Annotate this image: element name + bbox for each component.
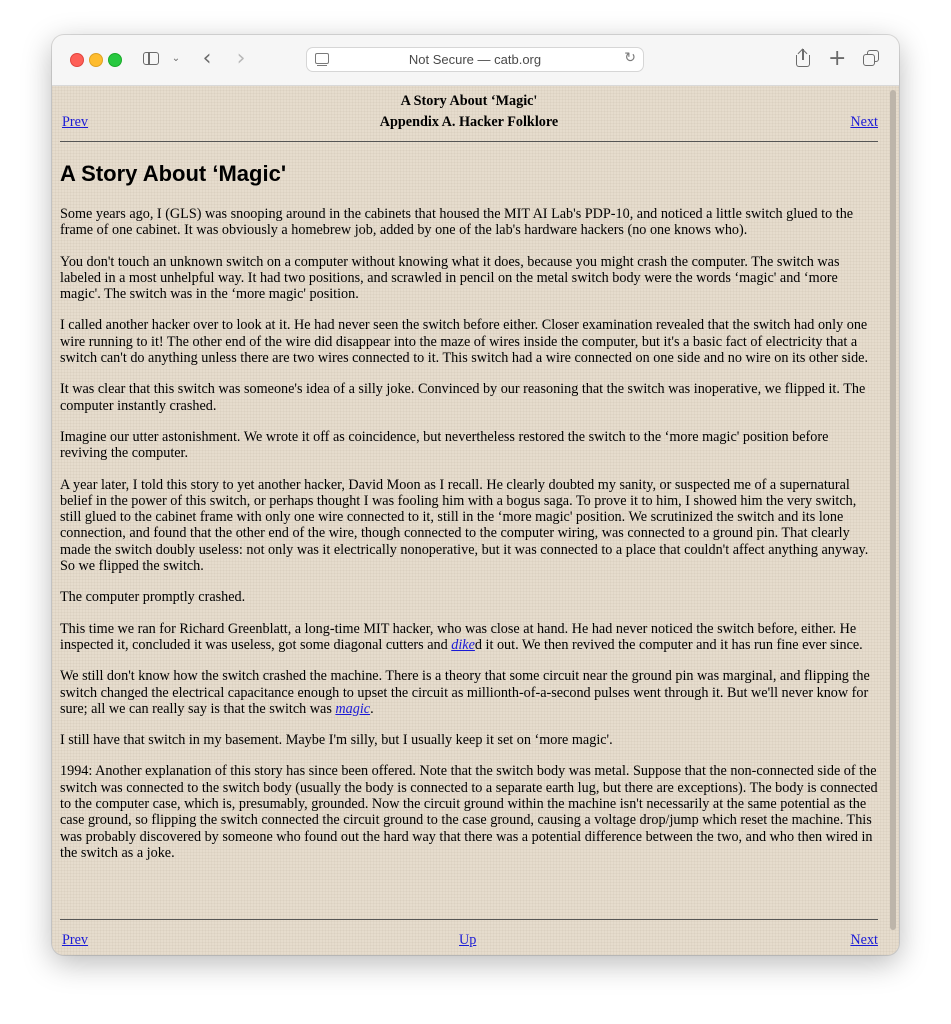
paragraph: You don't touch an unknown switch on a computer without knowing what it does, because you might crash the computer. The switch was labeled in a most unhelpful way. It had two positions, and scrawled in pencil on the metal switch body were the words ‘magic' and ‘more magic'. The switch was in the ‘more magic' position. xyxy=(60,253,840,303)
header-divider xyxy=(60,141,878,142)
footer-divider xyxy=(60,919,878,920)
paragraph: I called another hacker over to look at it. He had never seen the switch before either. Closer examination revealed that the switch had only one wire running to it! The other end of the wire did disappear into the maze of wires inside the computer, but it's a basic fact of electricity that a switch can't do anything unless there are two wires connected to it. This switch had a wire connected on one side and no wire on its other side. xyxy=(60,317,869,367)
footer-next-link[interactable]: Next xyxy=(850,932,878,948)
nav-header-subtitle: Appendix A. Hacker Folklore xyxy=(379,114,559,130)
scrollbar[interactable] xyxy=(890,90,896,930)
chevron-down-icon[interactable]: ⌄ xyxy=(171,53,181,64)
paragraph: Some years ago, I (GLS) was snooping around in the cabinets that housed the MIT AI Lab's PDP-10, and noticed a little switch glued to the frame of one cabinet. It was obviously a homebrew job, added by one of the lab's hardware hackers (no one knows who). xyxy=(60,206,854,239)
back-icon[interactable]: ‹ xyxy=(202,46,212,71)
paragraph: A year later, I told this story to yet another hacker, David Moon as I recall. He clearly doubted my sanity, or suspected me of a supernatural belief in the power of this switch, or perhaps thought I was fooling him with a bogus saga. To prove it to him, I showed him the very switch, still glued to the cabinet frame with only one wire connected to it, still in the ‘more magic' position. We scrutinized the switch and its lone connection, and found that the other end of the wire, though connected to the computer wiring, was connected to a ground pin. That clearly made the switch doubly useless: not only was it electrically nonoperative, but it was connected to a place that couldn't affect anything anyway. So we flipped the switch. xyxy=(60,476,869,575)
browser-window xyxy=(52,35,899,955)
paragraph: We still don't know how the switch crashed the machine. There is a theory that some circuit near the ground pin was marginal, and flipping the switch changed the electrical capacitance enough to upset the circuit as millionth-of-a-second pulses went through it. But we'll never know for sure; all we can really say is that the switch was magic. xyxy=(60,668,870,717)
url-text[interactable]: Not Secure — catb.org xyxy=(408,52,542,67)
nav-header-title: A Story About ‘Magic' xyxy=(400,93,538,109)
zoom-window-button[interactable] xyxy=(108,53,122,67)
paragraph: I still have that switch in my basement. Maybe I'm silly, but I usually keep it set on ‘more magic'. xyxy=(60,732,613,749)
paragraph: The computer promptly crashed. xyxy=(60,589,246,606)
nav-next-link[interactable]: Next xyxy=(850,114,878,130)
tab-overview-icon[interactable] xyxy=(863,49,881,69)
nav-prev-link[interactable]: Prev xyxy=(62,114,89,130)
magic-link[interactable]: magic xyxy=(335,700,371,717)
paragraph: 1994: Another explanation of this story has since been offered. Note that the switch body was metal. Suppose that the non-connected side of the switch was connected to the switch body (usually the body is connected to a separate earth lug, but there are exceptions). The body is connected to the computer case, which is, presumably, grounded. Now the circuit ground within the machine isn't necessarily at the same potential as the case ground, so flipping the switch connected the circuit ground to the case ground, causing a voltage drop/jump which reset the machine. This was probably discovered by someone who found out the hard way that there was a potential difference between the two, and who then wired in the switch as a joke. xyxy=(60,763,878,861)
new-tab-icon[interactable]: + xyxy=(828,46,847,71)
sidebar-icon[interactable] xyxy=(142,49,162,69)
dike-link[interactable]: dike xyxy=(451,636,475,653)
footer-prev-link[interactable]: Prev xyxy=(62,932,89,948)
document xyxy=(60,86,878,948)
reload-icon[interactable]: ↻ xyxy=(624,50,636,66)
footer-up-link[interactable]: Up xyxy=(459,932,477,948)
browser-toolbar xyxy=(52,35,899,86)
page-title: A Story About ‘Magic' xyxy=(60,161,287,186)
share-icon[interactable] xyxy=(794,49,812,69)
forward-icon[interactable]: › xyxy=(236,46,246,71)
paragraph: Imagine our utter astonishment. We wrote it off as coincidence, but nevertheless restored the switch to the ‘more magic' position before reviving the computer. xyxy=(60,428,829,462)
paragraph: It was clear that this switch was someone's idea of a silly joke. Convinced by our reasoning that the switch was inoperative, we flipped it. The computer instantly crashed. xyxy=(60,381,866,414)
address-bar[interactable] xyxy=(306,47,644,72)
page-content xyxy=(52,86,899,955)
article-body xyxy=(60,206,878,876)
navigation-header xyxy=(60,86,878,142)
minimize-window-button[interactable] xyxy=(89,53,103,67)
close-window-button[interactable] xyxy=(70,53,84,67)
paragraph: This time we ran for Richard Greenblatt, a long-time MIT hacker, who was close at hand. He had never noticed the switch before, either. He inspected it, concluded it was useless, got some diagonal cutters and diked it out. We then revived the computer and it has run fine ever since. xyxy=(60,620,863,653)
